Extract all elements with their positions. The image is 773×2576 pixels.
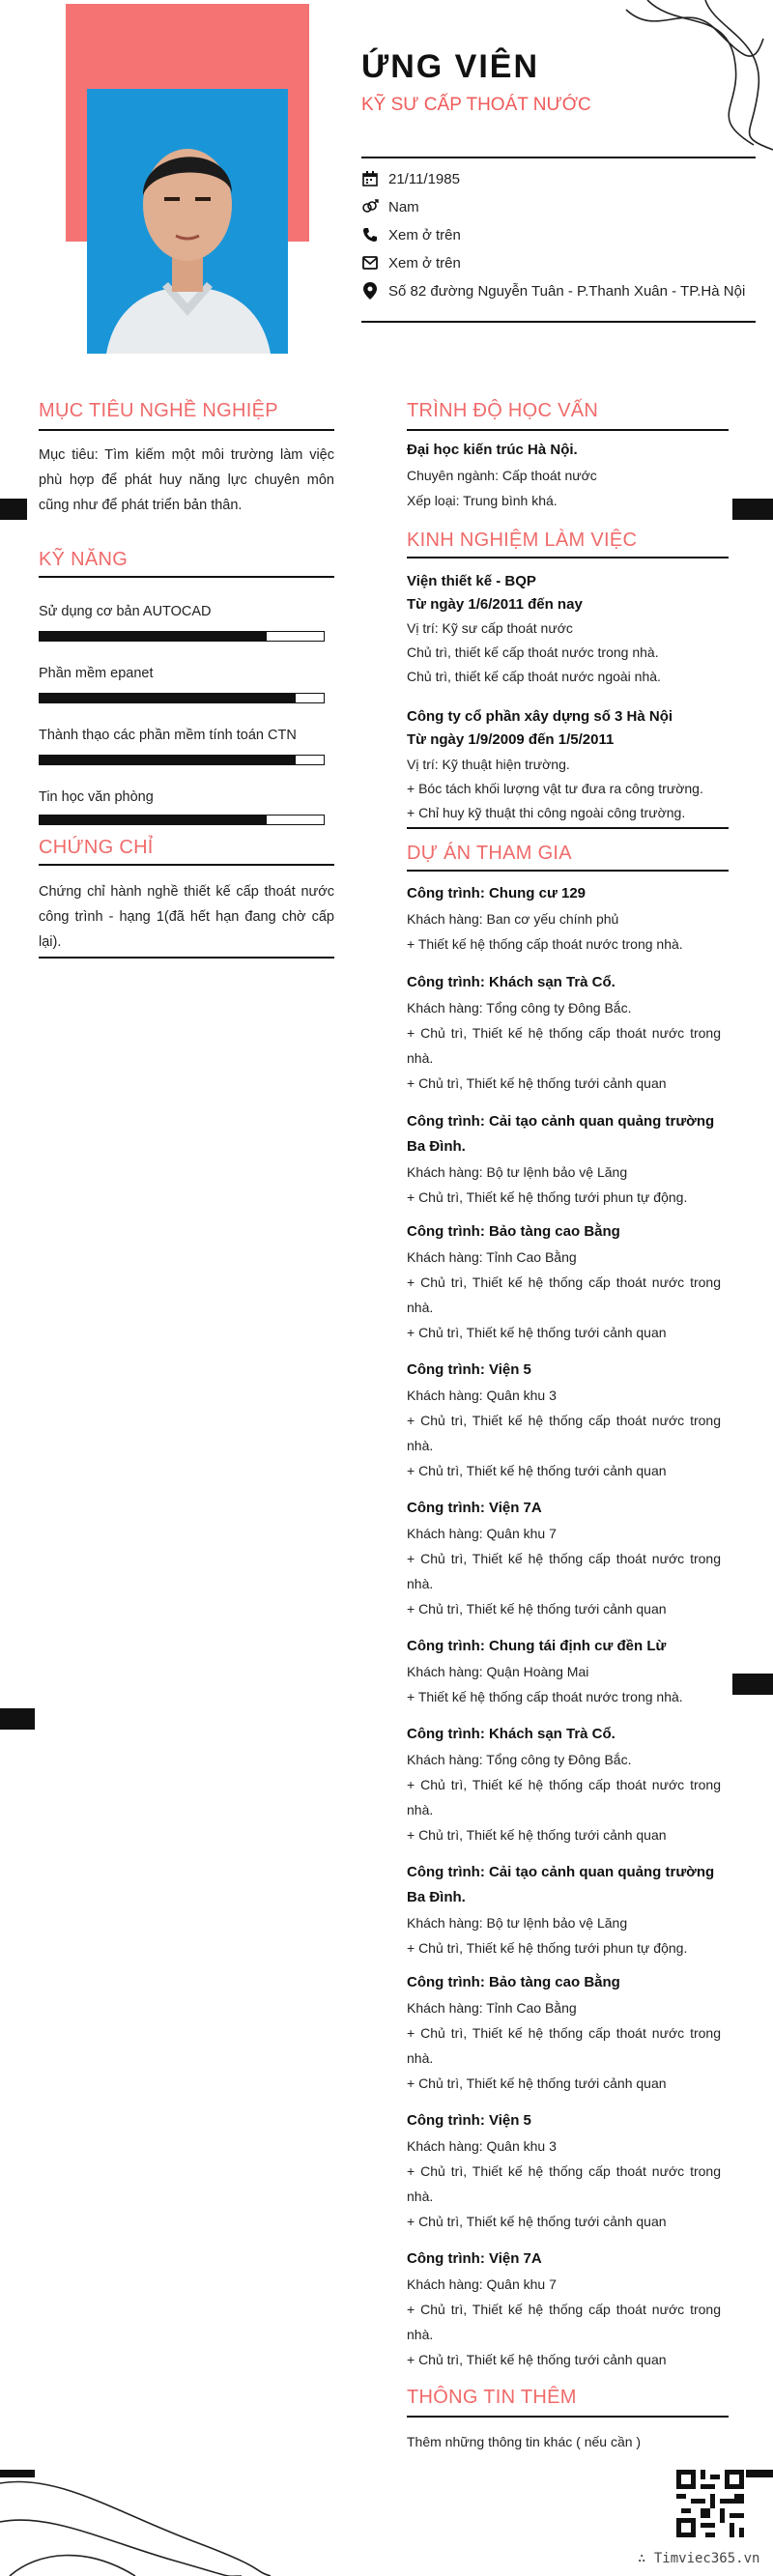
job-period: Từ ngày 1/9/2009 đến 1/5/2011: [407, 731, 615, 748]
skill-bar: [39, 631, 325, 642]
more-info-divider: [407, 2416, 729, 2418]
project-line: + Thiết kế hệ thống cấp thoát nước trong nhà.: [407, 936, 683, 952]
project-item: [407, 1219, 721, 1345]
education-title: TRÌNH ĐỘ HỌC VẤN: [407, 400, 599, 421]
job-company: Viện thiết kế - BQP: [407, 573, 536, 589]
project-line: + Chủ trì, Thiết kế hệ thống cấp thoát nước trong nhà.: [407, 1025, 721, 1066]
education-grade: Xếp loại: Trung bình khá.: [407, 493, 558, 508]
skills-divider: [39, 576, 334, 578]
project-line: Khách hàng: Bộ tư lệnh bảo vệ Lăng: [407, 1164, 628, 1180]
skill-label: Sử dụng cơ bản AUTOCAD: [39, 604, 212, 619]
header-divider-top: [361, 157, 756, 158]
certificates-divider: [39, 864, 334, 866]
skill-label: Thành thạo các phần mềm tính toán CTN: [39, 728, 297, 743]
project-item: [407, 1722, 721, 1847]
projects-divider: [407, 870, 729, 872]
watermark: [638, 2551, 759, 2566]
experience-title: KINH NGHIỆM LÀM VIỆC: [407, 530, 638, 551]
certificates-divider-bottom: [39, 957, 334, 959]
job-line: Chủ trì, thiết kế cấp thoát nước trong nhà.: [407, 644, 659, 660]
project-line: + Chủ trì, Thiết kế hệ thống tưới cảnh quan: [407, 2075, 667, 2091]
skill-bar-fill: [40, 694, 296, 702]
project-line: + Chủ trì, Thiết kế hệ thống cấp thoát nước trong nhà.: [407, 1274, 721, 1315]
contact-gender: [361, 198, 419, 215]
project-line: Khách hàng: Quân khu 7: [407, 2276, 557, 2292]
project-line: Khách hàng: Tổng công ty Đông Bắc.: [407, 1752, 632, 1767]
project-line: Khách hàng: Tổng công ty Đông Bắc.: [407, 1000, 632, 1016]
phone-text: Xem ở trên: [388, 226, 461, 243]
location-icon: [361, 282, 379, 300]
project-item: [407, 881, 721, 957]
job-company: Công ty cổ phần xây dựng số 3 Hà Nội: [407, 708, 673, 725]
certificates-text: Chứng chỉ hành nghề thiết kế cấp thoát nước công trình - hạng 1(đã hết hạn đang chờ cấp lại).: [39, 884, 334, 950]
contact-email: [361, 254, 461, 272]
page-mark: [0, 499, 27, 520]
contact-birthdate: [361, 170, 460, 187]
project-line: Khách hàng: Tỉnh Cao Bằng: [407, 1249, 577, 1265]
job-line: Vị trí: Kỹ sư cấp thoát nước: [407, 620, 573, 636]
contact-address: [361, 282, 745, 300]
project-title: Công trình: Viện 5: [407, 2112, 531, 2129]
project-item: [407, 1496, 721, 1621]
email-text: Xem ở trên: [388, 254, 461, 272]
page-mark: [0, 1708, 35, 1730]
project-line: + Chủ trì, Thiết kế hệ thống tưới cảnh quan: [407, 1463, 667, 1478]
header-divider-bottom: [361, 321, 756, 323]
project-line: Khách hàng: Tỉnh Cao Bằng: [407, 2000, 577, 2016]
skill-label: Tin học văn phòng: [39, 789, 154, 805]
objective-title: MỤC TIÊU NGHỀ NGHIỆP: [39, 400, 278, 421]
skill-bar-fill: [40, 632, 267, 641]
project-title: Công trình: Cải tạo cảnh quan quảng trường Ba Đình.: [407, 1864, 715, 1905]
phone-icon: [361, 226, 379, 243]
email-icon: [361, 254, 379, 272]
project-line: + Chủ trì, Thiết kế hệ thống tưới cảnh quan: [407, 1601, 667, 1617]
project-item: [407, 1109, 721, 1210]
qr-code: [676, 2470, 744, 2537]
project-line: + Chủ trì, Thiết kế hệ thống tưới cảnh quan: [407, 2214, 667, 2229]
project-item: [407, 1860, 721, 1961]
project-line: + Chủ trì, Thiết kế hệ thống cấp thoát nước trong nhà.: [407, 1413, 721, 1453]
project-line: Khách hàng: Quân khu 3: [407, 1388, 557, 1403]
project-item: [407, 2108, 721, 2234]
project-line: + Chủ trì, Thiết kế hệ thống cấp thoát nước trong nhà.: [407, 2025, 721, 2066]
job-line: + Chỉ huy kỹ thuật thi công ngoài công trường.: [407, 805, 686, 820]
address-text: Số 82 đường Nguyễn Tuân - P.Thanh Xuân - TP.Hà Nội: [388, 282, 746, 300]
project-line: + Chủ trì, Thiết kế hệ thống cấp thoát nước trong nhà.: [407, 1777, 721, 1818]
more-info-text: Thêm những thông tin khác ( nếu cần ): [407, 2434, 642, 2449]
project-title: Công trình: Khách sạn Trà Cổ.: [407, 1726, 616, 1742]
contact-phone: [361, 226, 461, 243]
project-title: Công trình: Viện 7A: [407, 2250, 542, 2267]
project-item: [407, 2247, 721, 2372]
project-line: Khách hàng: Bộ tư lệnh bảo vệ Lăng: [407, 1915, 628, 1931]
project-title: Công trình: Chung cư 129: [407, 885, 587, 902]
candidate-role: KỸ SƯ CẤP THOÁT NƯỚC: [361, 95, 591, 115]
project-title: Công trình: Cải tạo cảnh quan quảng trường Ba Đình.: [407, 1113, 715, 1155]
project-title: Công trình: Khách sạn Trà Cổ.: [407, 974, 616, 990]
project-title: Công trình: Viện 7A: [407, 1500, 542, 1516]
job-line: Vị trí: Kỹ thuật hiện trường.: [407, 757, 570, 772]
job-period: Từ ngày 1/6/2011 đến nay: [407, 596, 583, 613]
project-line: + Chủ trì, Thiết kế hệ thống tưới cảnh quan: [407, 1075, 667, 1091]
watermark-icon: ∴: [638, 2551, 654, 2566]
gender-text: Nam: [388, 198, 419, 215]
job-line: + Bóc tách khối lượng vật tư đưa ra công trường.: [407, 781, 703, 796]
project-title: Công trình: Bảo tàng cao Bằng: [407, 1974, 620, 1990]
calendar-icon: [361, 170, 379, 187]
project-line: + Chủ trì, Thiết kế hệ thống tưới cảnh quan: [407, 2352, 667, 2367]
project-title: Công trình: Bảo tàng cao Bằng: [407, 1223, 620, 1240]
project-line: + Chủ trì, Thiết kế hệ thống cấp thoát nước trong nhà.: [407, 2163, 721, 2204]
project-line: + Chủ trì, Thiết kế hệ thống tưới phun tự động.: [407, 1940, 688, 1956]
skill-label: Phần mềm epanet: [39, 666, 154, 681]
project-line: + Chủ trì, Thiết kế hệ thống tưới phun tự động.: [407, 1189, 688, 1205]
education-school: Đại học kiến trúc Hà Nội.: [407, 442, 578, 458]
project-item: [407, 1634, 721, 1709]
squiggle-decoration-top: [618, 0, 773, 155]
project-item: [407, 1358, 721, 1483]
project-title: Công trình: Chung tái định cư đền Lừ: [407, 1638, 667, 1654]
candidate-name: ỨNG VIÊN: [361, 48, 540, 85]
project-title: Công trình: Viện 5: [407, 1361, 531, 1378]
skill-bar-fill: [40, 816, 267, 824]
more-info-title: THÔNG TIN THÊM: [407, 2387, 577, 2408]
page-mark: [732, 499, 773, 520]
project-line: Khách hàng: Quân khu 3: [407, 2138, 557, 2154]
experience-divider-bottom: [407, 827, 729, 829]
skills-title: KỸ NĂNG: [39, 549, 129, 570]
project-line: + Chủ trì, Thiết kế hệ thống cấp thoát nước trong nhà.: [407, 1551, 721, 1591]
squiggle-decoration-bottom: [0, 2454, 271, 2576]
skill-bar: [39, 693, 325, 703]
objective-text: Mục tiêu: Tìm kiếm một môi trường làm việc phù hợp để phát huy năng lực chuyên môn cũng như để phát triển bản thân.: [39, 447, 334, 513]
project-line: Khách hàng: Quân khu 7: [407, 1526, 557, 1541]
objective-divider: [39, 429, 334, 431]
skill-bar-fill: [40, 756, 296, 764]
page-mark: [746, 2470, 773, 2477]
project-line: + Chủ trì, Thiết kế hệ thống cấp thoát nước trong nhà.: [407, 2302, 721, 2342]
education-major: Chuyên ngành: Cấp thoát nước: [407, 468, 597, 483]
skill-bar: [39, 815, 325, 825]
project-line: Khách hàng: Quận Hoàng Mai: [407, 1664, 589, 1679]
gender-icon: [361, 198, 379, 215]
projects-title: DỰ ÁN THAM GIA: [407, 843, 572, 864]
skill-bar: [39, 755, 325, 765]
education-divider: [407, 429, 729, 431]
project-line: Khách hàng: Ban cơ yếu chính phủ: [407, 911, 619, 927]
page-mark: [0, 2470, 35, 2477]
project-item: [407, 970, 721, 1096]
project-item: [407, 1970, 721, 2096]
watermark-text: Timviec365.vn: [653, 2551, 760, 2566]
certificates-title: CHỨNG CHỈ: [39, 837, 154, 858]
job-line: Chủ trì, thiết kế cấp thoát nước ngoài nhà.: [407, 669, 661, 684]
project-line: + Chủ trì, Thiết kế hệ thống tưới cảnh quan: [407, 1827, 667, 1843]
page-mark: [732, 1674, 773, 1695]
profile-photo: [87, 89, 288, 354]
birthdate-text: 21/11/1985: [388, 170, 460, 187]
project-line: + Chủ trì, Thiết kế hệ thống tưới cảnh quan: [407, 1325, 667, 1340]
project-line: + Thiết kế hệ thống cấp thoát nước trong nhà.: [407, 1689, 683, 1704]
experience-divider: [407, 557, 729, 558]
